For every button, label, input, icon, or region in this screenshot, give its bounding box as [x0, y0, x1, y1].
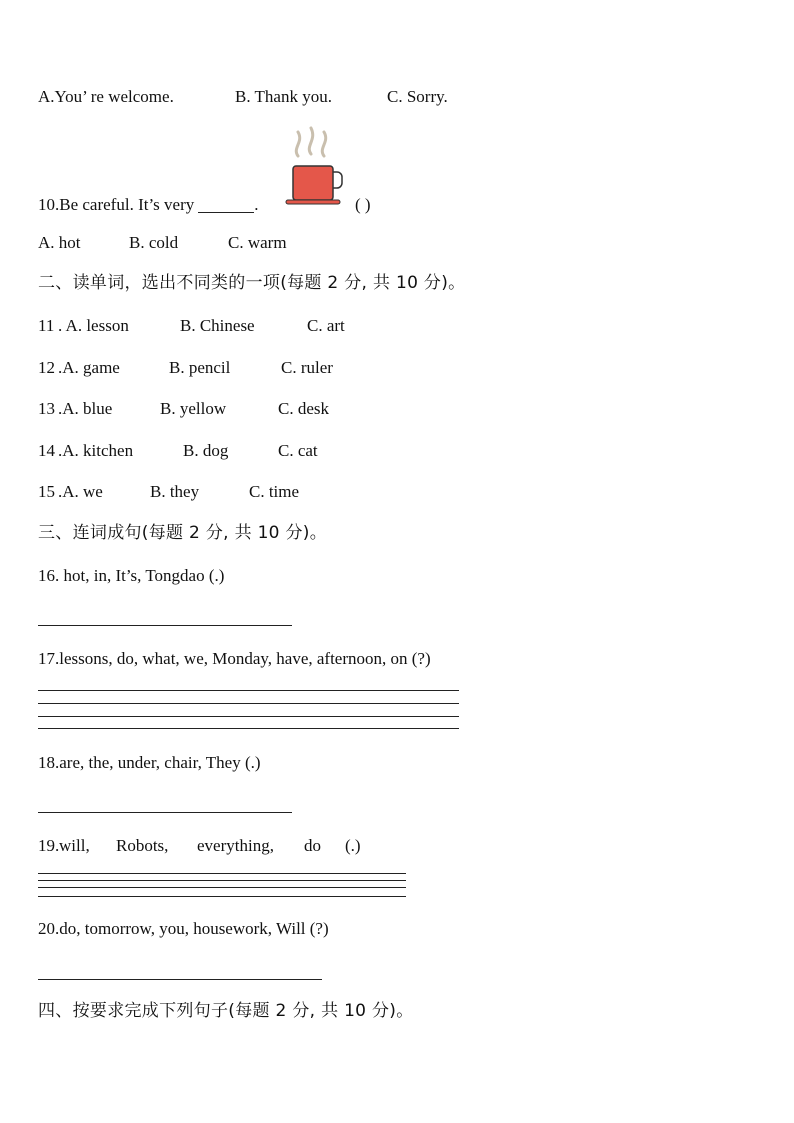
q17-answer-line-1[interactable]: [38, 690, 459, 691]
q9-option-b: B. Thank you.: [235, 87, 332, 106]
q19-word-3: everything,: [197, 836, 274, 855]
q19-number: 19.: [38, 836, 60, 855]
q17-text: 17.lessons, do, what, we, Monday, have, afternoon, on (?): [38, 649, 431, 668]
q17-answer-line-4[interactable]: [38, 728, 459, 729]
q17-answer-line-2[interactable]: [38, 703, 459, 704]
q15-option-b: B. they: [150, 482, 200, 501]
q19-word-2: Robots,: [116, 836, 169, 855]
q13-option-c: C. desk: [278, 399, 329, 418]
q13-option-b: B. yellow: [160, 399, 227, 418]
q20-answer-line[interactable]: [38, 979, 322, 980]
hot-tea-cup-icon: [284, 124, 344, 208]
q14-option-c: C. cat: [278, 441, 318, 460]
q11-option-a: . A. lesson: [58, 316, 129, 335]
q15-option-c: C. time: [249, 482, 300, 501]
q14-number: 14: [38, 441, 55, 460]
q16-answer-line[interactable]: [38, 625, 292, 626]
q16-text: 16. hot, in, It’s, Tongdao (.): [38, 566, 225, 585]
q11-number: 11: [38, 316, 55, 335]
q20-text: 20.do, tomorrow, you, housework, Will (?): [38, 919, 329, 938]
q12-option-c: C. ruler: [281, 358, 333, 377]
q10-option-c: C. warm: [228, 233, 287, 252]
q15-number: 15: [38, 482, 55, 501]
q19-answer-line-1[interactable]: [38, 873, 406, 874]
section4-heading: 四、按要求完成下列句子(每题 2 分, 共 10 分)。: [38, 1001, 414, 1021]
q19-answer-line-4[interactable]: [38, 896, 406, 897]
q9-option-a: A.You’ re welcome.: [38, 87, 174, 106]
q10-option-a: A. hot: [38, 233, 81, 252]
q15-option-a: .A. we: [58, 482, 103, 501]
section3-heading: 三、连词成句(每题 2 分, 共 10 分)。: [38, 523, 328, 543]
q13-number: 13: [38, 399, 55, 418]
q10-answer-blank[interactable]: [198, 196, 254, 213]
q10-dot: .: [254, 195, 259, 214]
q14-option-a: .A. kitchen: [58, 441, 134, 460]
q11-option-c: C. art: [307, 316, 345, 335]
q13-option-a: .A. blue: [58, 399, 113, 418]
section2-heading: 二、读单词，选出不同类的一项(每题 2 分, 共 10 分)。: [38, 273, 466, 293]
q10-question: [38, 195, 259, 215]
q10-text: 10.Be careful. It’s very: [38, 195, 195, 214]
q19-word-4: do: [304, 836, 321, 855]
q11-option-b: B. Chinese: [180, 316, 255, 335]
q19-answer-line-3[interactable]: [38, 887, 406, 888]
q12-option-a: .A. game: [58, 358, 120, 377]
q12-option-b: B. pencil: [169, 358, 231, 377]
q10-option-b: B. cold: [129, 233, 179, 252]
q19-word-1: will,: [59, 836, 90, 855]
q9-option-c: C. Sorry.: [387, 87, 448, 106]
q18-text: 18.are, the, under, chair, They (.): [38, 753, 261, 772]
q19-answer-line-2[interactable]: [38, 880, 406, 881]
q17-answer-line-3[interactable]: [38, 716, 459, 717]
q19-word-5: (.): [345, 836, 361, 855]
q18-answer-line[interactable]: [38, 812, 292, 813]
q12-number: 12: [38, 358, 55, 377]
q14-option-b: B. dog: [183, 441, 229, 460]
q10-answer-paren[interactable]: ( ): [355, 195, 371, 214]
